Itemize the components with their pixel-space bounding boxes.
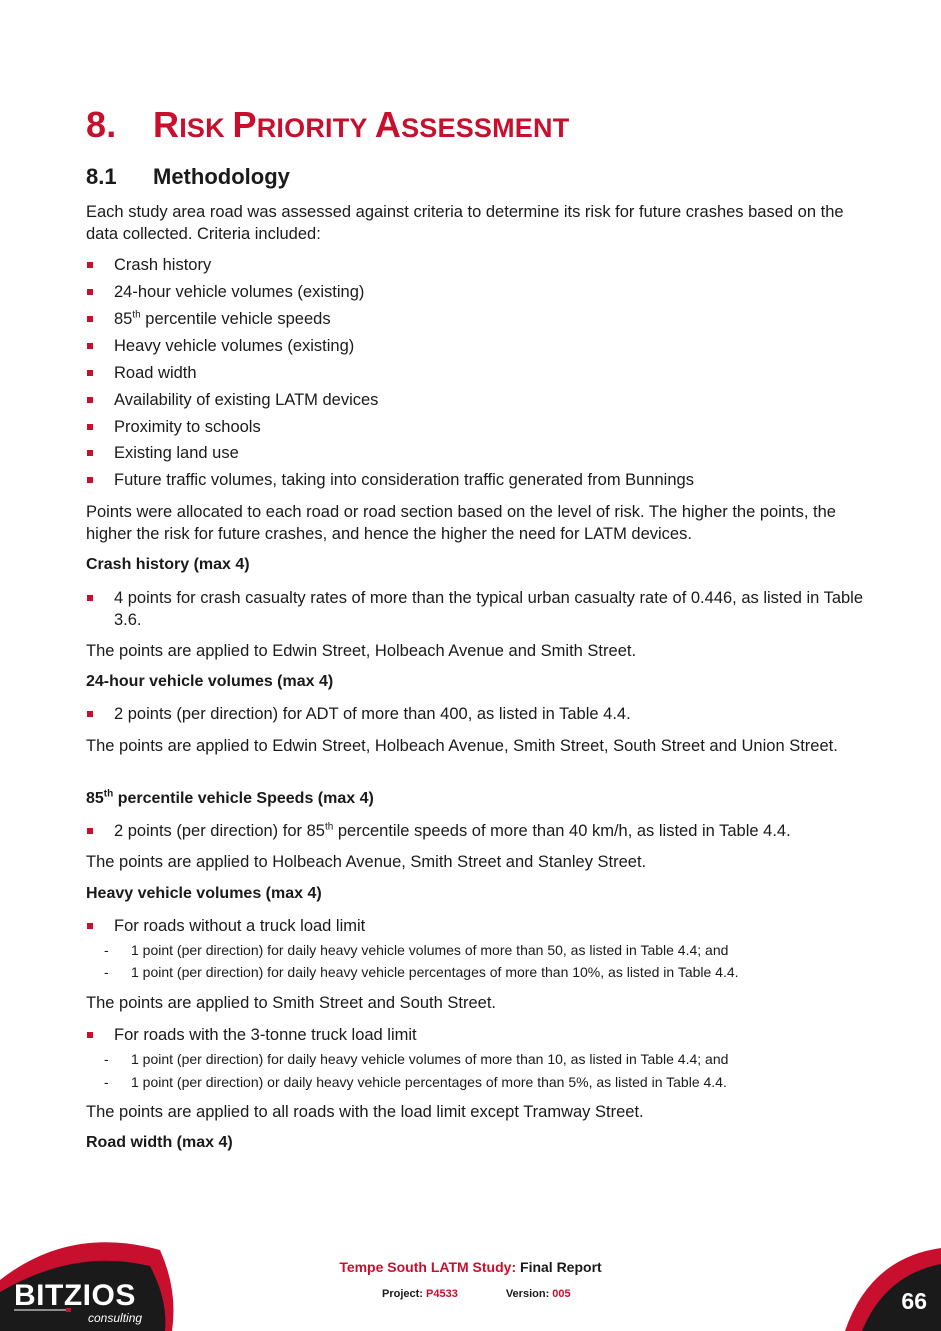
criteria-item <box>86 416 876 438</box>
project-label: Project: <box>382 1288 427 1300</box>
heavy-subitem <box>104 963 884 981</box>
heavy-applied-1: The points are applied to Smith Street and South Street. <box>86 994 496 1012</box>
criteria-text: Future traffic volumes, taking into consideration traffic generated from Bunnings <box>114 471 694 489</box>
speeds-bullet-sup: th <box>324 821 334 833</box>
criteria-item <box>86 469 876 491</box>
speeds-applied: The points are applied to Holbeach Avenue, Smith Street and Stanley Street. <box>86 853 647 871</box>
criteria-item <box>86 389 876 411</box>
bullet-marker <box>87 343 93 349</box>
bullet-marker <box>87 595 93 601</box>
speeds-bullet-post: percentile speeds of more than 40 km/h, as listed in Table 4.4. <box>333 822 791 840</box>
dash-marker: - <box>104 1074 109 1090</box>
footer-project-info <box>382 1288 571 1300</box>
bullet-marker <box>87 397 93 403</box>
bullet-text: For roads with the 3-tonne truck load limit <box>114 1026 417 1044</box>
criteria-text: Availability of existing LATM devices <box>114 391 379 409</box>
heavy-bullet-no-limit <box>86 915 876 937</box>
bullet-marker <box>87 424 93 430</box>
bullet-text: For roads without a truck load limit <box>114 917 366 935</box>
chapter-heading <box>86 104 569 146</box>
bullet-marker <box>87 316 93 322</box>
bullet-marker <box>87 923 93 929</box>
criteria-text: Heavy vehicle volumes (existing) <box>114 337 355 355</box>
criteria-text-pre: 85 <box>114 310 133 328</box>
chapter-title-ssessment: SSESSMENT <box>401 113 570 143</box>
bullet-marker <box>87 262 93 268</box>
chapter-title-p: P <box>232 104 257 145</box>
speeds-heading-post: percentile vehicle Speeds (max 4) <box>113 790 374 807</box>
criteria-text: Proximity to schools <box>114 418 261 436</box>
dash-marker: - <box>104 1051 109 1067</box>
version-value: 005 <box>552 1288 571 1300</box>
bullet-marker <box>87 477 93 483</box>
speeds-heading <box>86 790 374 808</box>
bullet-marker <box>87 450 93 456</box>
page-number: 66 <box>901 1288 927 1314</box>
bullet-marker <box>87 370 93 376</box>
chapter-title-a: A <box>374 104 402 145</box>
criteria-text <box>114 308 876 330</box>
chapter-number: 8. <box>86 104 117 145</box>
criteria-text-sup: th <box>132 309 141 321</box>
crash-history-bullet <box>86 587 876 631</box>
criteria-text: Road width <box>114 364 197 382</box>
bullet-marker <box>87 1032 93 1038</box>
criteria-text-post: percentile vehicle speeds <box>140 310 331 328</box>
heavy-subitem <box>104 941 884 959</box>
heavy-bullet-load-limit <box>86 1024 876 1046</box>
heavy-heading: Heavy vehicle volumes (max 4) <box>86 885 322 902</box>
criteria-text: 24-hour vehicle volumes (existing) <box>114 283 365 301</box>
dash-marker: - <box>104 942 109 958</box>
points-paragraph: Points were allocated to each road or road section based on the level of risk. The higher the points, the higher the risk for future crashes, and hence the higher the need for LATM devices. <box>86 503 836 543</box>
road-width-heading: Road width (max 4) <box>86 1134 233 1151</box>
subitem-text: 1 point (per direction) or daily heavy vehicle percentages of more than 5%, as listed in Table 4.4. <box>131 1074 727 1090</box>
criteria-text: Existing land use <box>114 444 239 462</box>
bullet-text: 2 points (per direction) for ADT of more than 400, as listed in Table 4.4. <box>114 705 631 723</box>
criteria-item <box>86 335 876 357</box>
intro-paragraph: Each study area road was assessed against criteria to determine its risk for future crashes based on the data collected. Criteria included: <box>86 203 844 243</box>
dash-marker: - <box>104 964 109 980</box>
chapter-title-isk: ISK <box>179 113 233 143</box>
bullet-text <box>114 820 876 842</box>
project-value: P4533 <box>426 1288 458 1300</box>
footer-study-name: Tempe South LATM Study: <box>339 1259 517 1275</box>
bullet-marker <box>87 711 93 717</box>
criteria-item <box>86 442 876 464</box>
company-logo-subtitle: consulting <box>88 1311 143 1325</box>
chapter-title-r: R <box>153 104 180 145</box>
bullet-marker <box>87 828 93 834</box>
speeds-bullet-pre: 2 points (per direction) for 85 <box>114 822 325 840</box>
criteria-item <box>86 281 876 303</box>
volumes-bullet <box>86 703 876 725</box>
company-logo: BITZIOS <box>14 1279 136 1312</box>
bullet-marker <box>87 289 93 295</box>
speeds-heading-sup: th <box>103 788 114 800</box>
subitem-text: 1 point (per direction) for daily heavy vehicle volumes of more than 10, as listed in Table 4.4; and <box>131 1051 729 1067</box>
section-heading <box>86 164 290 190</box>
heavy-subitem <box>104 1073 884 1091</box>
chapter-title-riority: RIORITY <box>256 113 375 143</box>
section-title: Methodology <box>153 164 290 189</box>
criteria-item <box>86 308 876 330</box>
footer-report-title <box>0 1259 941 1275</box>
heavy-subitem <box>104 1050 884 1068</box>
criteria-text: Crash history <box>114 256 212 274</box>
crash-history-applied: The points are applied to Edwin Street, Holbeach Avenue and Smith Street. <box>86 642 637 660</box>
section-number: 8.1 <box>86 164 117 189</box>
subitem-text: 1 point (per direction) for daily heavy vehicle volumes of more than 50, as listed in Table 4.4; and <box>131 942 729 958</box>
criteria-item <box>86 254 876 276</box>
crash-history-heading: Crash history (max 4) <box>86 556 250 573</box>
version-label: Version: <box>505 1288 553 1300</box>
footer-report-name: Final Report <box>516 1259 602 1275</box>
heavy-applied-2: The points are applied to all roads with the load limit except Tramway Street. <box>86 1103 644 1121</box>
volumes-applied: The points are applied to Edwin Street, Holbeach Avenue, Smith Street, South Street and Union Street. <box>86 737 838 755</box>
subitem-text: 1 point (per direction) for daily heavy vehicle percentages of more than 10%, as listed in Table 4.4. <box>131 964 739 980</box>
volumes-heading: 24-hour vehicle volumes (max 4) <box>86 673 334 690</box>
speeds-heading-pre: 85 <box>86 790 104 807</box>
criteria-item <box>86 362 876 384</box>
speeds-bullet <box>86 820 876 842</box>
bullet-text: 4 points for crash casualty rates of more than the typical urban casualty rate of 0.446, as listed in Table 3.6. <box>114 589 864 629</box>
